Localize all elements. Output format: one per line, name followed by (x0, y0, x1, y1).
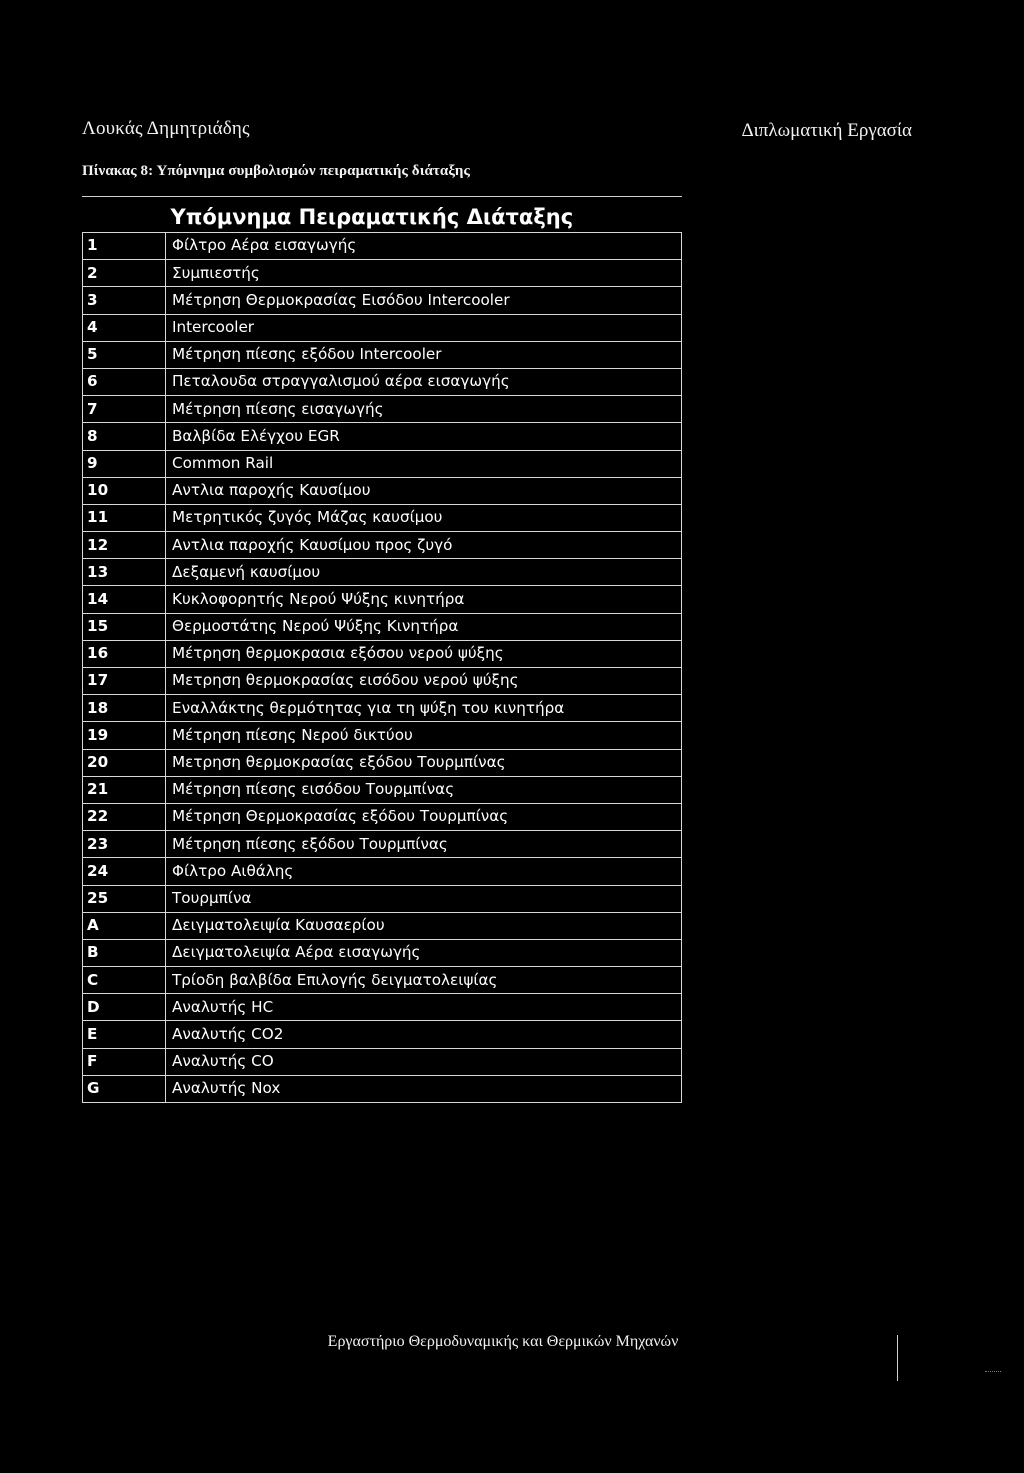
footer-vertical-rule (897, 1335, 898, 1381)
legend-row-description: Δειγματολειψία Αέρα εισαγωγής (166, 939, 682, 966)
legend-row-id: 1 (83, 233, 166, 260)
legend-row-description: Μέτρηση πίεσης εισαγωγής (166, 396, 682, 423)
legend-row-description: Δεξαμενή καυσίμου (166, 559, 682, 586)
legend-row-description: Μέτρηση Θερμοκρασίας Εισόδου Intercooler (166, 287, 682, 314)
legend-row-description: Τουρμπίνα (166, 885, 682, 912)
legend-row-id: 9 (83, 450, 166, 477)
legend-row-description: Αντλια παροχής Καυσίμου (166, 477, 682, 504)
legend-row-id: 4 (83, 314, 166, 341)
legend-row (83, 749, 682, 776)
legend-row (83, 831, 682, 858)
legend-row-description: Αναλυτής HC (166, 994, 682, 1021)
legend-row (83, 776, 682, 803)
table-top-rule (82, 196, 682, 197)
legend-row-id: 25 (83, 885, 166, 912)
legend-row-id: 13 (83, 559, 166, 586)
legend-row-id: 2 (83, 260, 166, 287)
header-author: Λουκάς Δημητριάδης (82, 118, 250, 139)
legend-row (83, 1075, 682, 1102)
legend-row-id: 19 (83, 722, 166, 749)
legend-row-id: A (83, 912, 166, 939)
legend-row-id: 7 (83, 396, 166, 423)
legend-row-description: Πεταλουδα στραγγαλισμού αέρα εισαγωγής (166, 368, 682, 395)
legend-row (83, 939, 682, 966)
legend-row-id: C (83, 967, 166, 994)
legend-row-description: Μέτρηση πίεσης Νερού δικτύου (166, 722, 682, 749)
legend-row-id: 23 (83, 831, 166, 858)
legend-row-id: 6 (83, 368, 166, 395)
legend-row-description: Intercooler (166, 314, 682, 341)
legend-row (83, 532, 682, 559)
legend-row (83, 341, 682, 368)
legend-table (82, 202, 682, 1103)
legend-row (83, 477, 682, 504)
legend-row-description: Θερμοστάτης Νερού Ψύξης Κινητήρα (166, 613, 682, 640)
legend-row-description: Μετρηση θερμοκρασίας εισόδου νερού ψύξης (166, 668, 682, 695)
legend-row (83, 233, 682, 260)
legend-row-description: Κυκλοφορητής Νερού Ψύξης κινητήρα (166, 586, 682, 613)
legend-row-id: G (83, 1075, 166, 1102)
legend-row-id: 11 (83, 504, 166, 531)
legend-title: Υπόμνημα Πειραματικής Διάταξης (170, 205, 574, 229)
legend-row-description: Μέτρηση πίεσης εξόδου Intercooler (166, 341, 682, 368)
legend-row (83, 912, 682, 939)
legend-row (83, 668, 682, 695)
legend-row-id: E (83, 1021, 166, 1048)
legend-row-description: Μέτρηση πίεσης εξόδου Τουρμπίνας (166, 831, 682, 858)
legend-title-row (83, 202, 682, 233)
footer-dotted-mark (985, 1371, 1001, 1372)
legend-row-id: 15 (83, 613, 166, 640)
legend-row-id: B (83, 939, 166, 966)
legend-row-description: Αντλια παροχής Καυσίμου προς ζυγό (166, 532, 682, 559)
legend-row-description: Βαλβίδα Ελέγχου EGR (166, 423, 682, 450)
legend-row (83, 1021, 682, 1048)
legend-row (83, 640, 682, 667)
legend-row-description: Εναλλάκτης θερμότητας για τη ψύξη του κινητήρα (166, 695, 682, 722)
legend-row-id: 8 (83, 423, 166, 450)
legend-row (83, 722, 682, 749)
legend-row-id: 24 (83, 858, 166, 885)
legend-row (83, 885, 682, 912)
legend-row-description: Δειγματολειψία Καυσαερίου (166, 912, 682, 939)
legend-row-description: Αναλυτής Nox (166, 1075, 682, 1102)
table-caption: Πίνακας 8: Υπόμνημα συμβολισμών πειραματικής διάταξης (82, 163, 470, 179)
legend-row-id: 17 (83, 668, 166, 695)
legend-row-id: 5 (83, 341, 166, 368)
legend-body (83, 233, 682, 1103)
header-document-type: Διπλωματική Εργασία (741, 120, 912, 141)
legend-row (83, 423, 682, 450)
legend-row-id: 16 (83, 640, 166, 667)
legend-row (83, 450, 682, 477)
legend-row (83, 586, 682, 613)
legend-row-description: Συμπιεστής (166, 260, 682, 287)
legend-row-description: Common Rail (166, 450, 682, 477)
legend-row-description: Μετρητικός ζυγός Μάζας καυσίμου (166, 504, 682, 531)
legend-row-description: Μέτρηση πίεσης εισόδου Τουρμπίνας (166, 776, 682, 803)
legend-row-id: 18 (83, 695, 166, 722)
legend-row-id: F (83, 1048, 166, 1075)
legend-row-id: 14 (83, 586, 166, 613)
legend-row-description: Τρίοδη βαλβίδα Επιλογής δειγματολειψίας (166, 967, 682, 994)
legend-row-description: Αναλυτής CO (166, 1048, 682, 1075)
legend-row (83, 368, 682, 395)
legend-row (83, 396, 682, 423)
legend-row-id: 22 (83, 803, 166, 830)
legend-row (83, 314, 682, 341)
legend-row-description: Μέτρηση θερμοκρασια εξόσου νερού ψύξης (166, 640, 682, 667)
footer-lab-name: Εργαστήριο Θερμοδυναμικής και Θερμικών Μηχανών (327, 1333, 679, 1350)
legend-row (83, 504, 682, 531)
legend-row-description: Φίλτρο Αέρα εισαγωγής (166, 233, 682, 260)
legend-row (83, 559, 682, 586)
legend-row-id: 3 (83, 287, 166, 314)
legend-row-id: 10 (83, 477, 166, 504)
legend-row-description: Μετρηση θερμοκρασίας εξόδου Τουρμπίνας (166, 749, 682, 776)
legend-row (83, 1048, 682, 1075)
legend-row-id: 12 (83, 532, 166, 559)
legend-row (83, 613, 682, 640)
legend-row-id: 20 (83, 749, 166, 776)
legend-row (83, 695, 682, 722)
legend-row (83, 994, 682, 1021)
legend-row (83, 803, 682, 830)
legend-row-description: Αναλυτής CO2 (166, 1021, 682, 1048)
legend-row-id: D (83, 994, 166, 1021)
legend-row-description: Μέτρηση Θερμοκρασίας εξόδου Τουρμπίνας (166, 803, 682, 830)
legend-row (83, 260, 682, 287)
legend-row (83, 287, 682, 314)
legend-row-id: 21 (83, 776, 166, 803)
legend-row (83, 858, 682, 885)
legend-row (83, 967, 682, 994)
legend-row-description: Φίλτρο Αιθάλης (166, 858, 682, 885)
